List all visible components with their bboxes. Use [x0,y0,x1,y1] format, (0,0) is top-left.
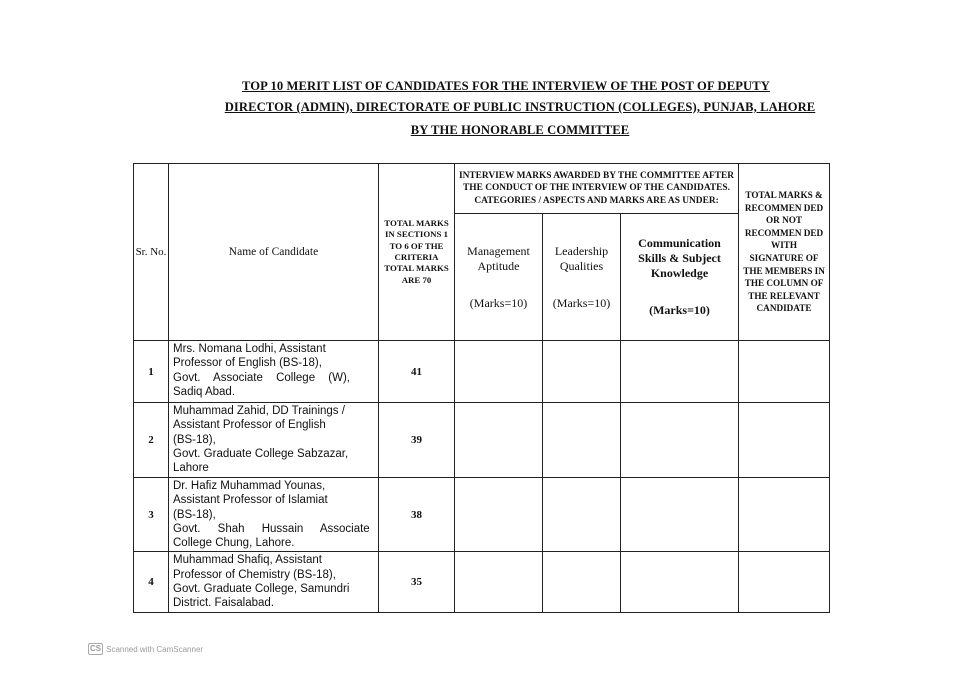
row-candidate-name: Mrs. Nomana Lodhi, Assistant Professor of English (BS-18), Govt. Associate College (W), Sadiq Abad. [169,341,379,403]
title-line-2: DIRECTOR (ADMIN), DIRECTORATE OF PUBLIC INSTRUCTION (COLLEGES), PUNJAB, LAHORE [224,100,816,114]
row-final-cell [739,341,830,403]
header-name-of-candidate: Name of Candidate [169,164,379,341]
row-final-cell [739,478,830,552]
row-total-marks: 39 [379,403,455,478]
header-total-marks: TOTAL MARKS IN SECTIONS 1 TO 6 OF THE CRITERIA TOTAL MARKS ARE 70 [379,164,455,341]
row-leadership-cell [543,478,621,552]
row-communication-cell [621,403,739,478]
row-final-cell [739,403,830,478]
header-leadership-qualities: Leadership Qualities (Marks=10) [543,214,621,341]
camscanner-icon: CS [90,644,102,653]
title-line-3: BY THE HONORABLE COMMITTEE [410,123,630,137]
table-row [134,478,830,552]
row-sr-no: 2 [134,403,169,478]
row-management-cell [455,403,543,478]
header-sr-no: Sr. No. [134,164,169,341]
watermark-text: Scanned with CamScanner [106,644,204,654]
row-sr-no: 4 [134,552,169,612]
table-row [134,552,830,612]
table-row [134,341,830,403]
row-candidate-name: Muhammad Zahid, DD Trainings / Assistant Professor of English (BS-18), Govt. Graduate College Sabzazar, Lahore [169,403,379,478]
row-leadership-cell [543,341,621,403]
row-leadership-cell [543,552,621,612]
row-sr-no: 3 [134,478,169,552]
row-candidate-name: Dr. Hafiz Muhammad Younas, Assistant Professor of Islamiat (BS-18), Govt. Shah Hussain Associate College Chung, Lahore. [169,478,379,552]
header-row-top [134,164,830,214]
row-final-cell [739,552,830,612]
row-leadership-cell [543,403,621,478]
scanner-watermark [88,643,203,655]
header-final-recommendation: TOTAL MARKS & RECOMMEN DED OR NOT RECOMMEN DED WITH SIGNATURE OF THE MEMBERS IN THE COLUMN OF THE RELEVANT CANDIDATE [739,164,830,341]
row-communication-cell [621,478,739,552]
header-communication-skills: Communication Skills & Subject Knowledge (Marks=10) [621,214,739,341]
row-communication-cell [621,552,739,612]
row-management-cell [455,341,543,403]
row-total-marks: 38 [379,478,455,552]
row-total-marks: 41 [379,341,455,403]
row-sr-no: 1 [134,341,169,403]
header-management-aptitude: Management Aptitude (Marks=10) [455,214,543,341]
row-total-marks: 35 [379,552,455,612]
title-line-1: TOP 10 MERIT LIST OF CANDIDATES FOR THE INTERVIEW OF THE POST OF DEPUTY [242,79,770,93]
row-candidate-name: Muhammad Shafiq, Assistant Professor of Chemistry (BS-18), Govt. Graduate College, Samundri District. Faisalabad. [169,552,379,612]
row-management-cell [455,552,543,612]
row-management-cell [455,478,543,552]
header-interview-marks: INTERVIEW MARKS AWARDED BY THE COMMITTEE AFTER THE CONDUCT OF THE INTERVIEW OF THE CANDIDATES. CATEGORIES / ASPECTS AND MARKS ARE AS UNDER: [455,164,739,214]
table-row [134,403,830,478]
merit-list-table [133,163,830,613]
row-communication-cell [621,341,739,403]
